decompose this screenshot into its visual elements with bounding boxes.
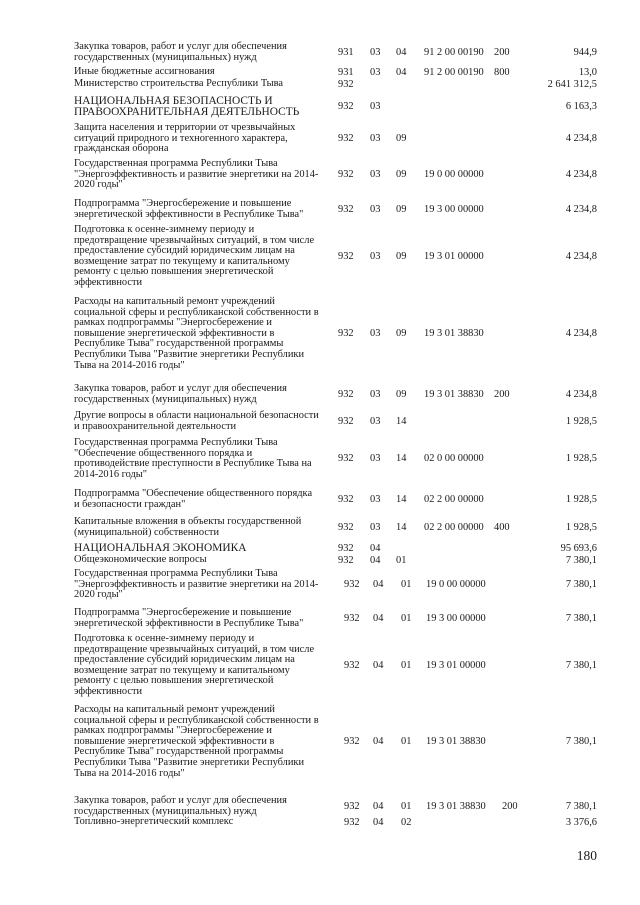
code-min: 932 [338, 494, 354, 505]
code-pr: 04 [396, 67, 407, 78]
row-name: Государственная программа Республики Тыва "Обеспечение общественного порядка и противодействие преступности в Республике Тыва на 2014-2016 годы" [74, 437, 312, 480]
code-min: 932 [338, 328, 354, 339]
row-amount: 7 380,1 [565, 660, 597, 671]
row-name: Расходы на капитальный ремонт учреждений социальной сферы и республиканской собственности в рамках подпрограммы "Энергосбережение и повышение энергетической эффективности в Республике Тыва" государственной программы Республики Тыва "Развитие энергетики Республики Тыва на 2014-2016 годы" [74, 704, 319, 779]
code-rz: 03 [370, 328, 381, 339]
code-rz: 03 [370, 494, 381, 505]
page-number: 180 [576, 848, 597, 863]
code-csr: 19 3 00 00000 [426, 613, 486, 624]
code-pr: 14 [396, 522, 407, 533]
code-rz: 04 [373, 801, 384, 812]
row-amount: 7 380,1 [565, 801, 597, 812]
row-amount: 2 641 312,5 [547, 79, 597, 90]
code-csr: 19 3 01 38830 [426, 801, 486, 812]
code-pr: 01 [401, 579, 412, 590]
row-name: Подпрограмма "Энергосбережение и повышение энергетической эффективности в Республике Тыва" [74, 198, 304, 220]
code-pr: 09 [396, 204, 407, 215]
code-rz: 03 [370, 522, 381, 533]
code-min: 931 [338, 47, 354, 58]
code-pr: 09 [396, 251, 407, 262]
code-rz: 03 [370, 389, 381, 400]
row-name: Подготовка к осенне-зимнему периоду и предотвращение чрезвычайных ситуаций, в том числе предоставление субсидий юридическим лицам на возмещение затрат по текущему и капитальному ремонту с целью повышения энергетической эффективности [74, 633, 315, 697]
code-vr: 200 [494, 47, 510, 58]
code-pr: 01 [401, 736, 412, 747]
row-amount: 1 928,5 [565, 416, 597, 427]
code-csr: 19 0 00 00000 [424, 169, 484, 180]
code-rz: 03 [370, 204, 381, 215]
row-name: Топливно-энергетический комплекс [74, 816, 234, 827]
code-min: 932 [338, 133, 354, 144]
code-min: 932 [338, 453, 354, 464]
code-pr: 09 [396, 169, 407, 180]
code-vr: 200 [494, 389, 510, 400]
code-min: 932 [338, 389, 354, 400]
row-amount: 95 693,6 [560, 543, 597, 554]
code-csr: 19 0 00 00000 [426, 579, 486, 590]
code-pr: 09 [396, 133, 407, 144]
code-pr: 04 [396, 47, 407, 58]
row-name: НАЦИОНАЛЬНАЯ ЭКОНОМИКА [74, 542, 247, 554]
code-min: 932 [338, 101, 354, 112]
row-amount: 1 928,5 [565, 453, 597, 464]
row-name: Закупка товаров, работ и услуг для обеспечения государственных (муниципальных) нужд [74, 41, 287, 63]
code-csr: 19 3 01 00000 [426, 660, 486, 671]
code-csr: 91 2 00 00190 [424, 47, 484, 58]
row-name: Государственная программа Республики Тыва "Энергоэффективность и развитие энергетики на 2014- 2020 годы" [74, 568, 319, 601]
code-pr: 01 [396, 555, 407, 566]
code-min: 932 [344, 579, 360, 590]
row-amount: 4 234,8 [565, 389, 597, 400]
row-name: Другие вопросы в области национальной безопасности и правоохранительной деятельности [74, 410, 319, 432]
code-min: 932 [338, 79, 354, 90]
code-min: 932 [344, 613, 360, 624]
code-min: 932 [344, 660, 360, 671]
row-name: Защита населения и территории от чрезвычайных ситуаций природного и техногенного характера, гражданская оборона [74, 122, 296, 155]
code-min: 931 [338, 67, 354, 78]
code-pr: 01 [401, 660, 412, 671]
code-rz: 03 [370, 169, 381, 180]
code-rz: 03 [370, 133, 381, 144]
row-amount: 4 234,8 [565, 251, 597, 262]
code-csr: 19 3 01 38830 [424, 328, 484, 339]
code-rz: 04 [370, 543, 381, 554]
code-min: 932 [344, 817, 360, 828]
code-vr: 800 [494, 67, 510, 78]
code-rz: 03 [370, 47, 381, 58]
code-rz: 03 [370, 416, 381, 427]
code-rz: 04 [373, 736, 384, 747]
row-name: Государственная программа Республики Тыва "Энергоэффективность и развитие энергетики на 2014- 2020 годы" [74, 158, 319, 191]
code-rz: 04 [373, 660, 384, 671]
row-name: НАЦИОНАЛЬНАЯ БЕЗОПАСНОСТЬ И ПРАВООХРАНИТЕЛЬНАЯ ДЕЯТЕЛЬНОСТЬ [74, 95, 300, 118]
row-amount: 7 380,1 [565, 579, 597, 590]
code-min: 932 [344, 736, 360, 747]
code-csr: 02 0 00 00000 [424, 453, 484, 464]
code-rz: 03 [370, 101, 381, 112]
code-rz: 04 [370, 555, 381, 566]
row-name: Иные бюджетные ассигнования [74, 66, 215, 77]
row-name: Подпрограмма "Энергосбережение и повышение энергетической эффективности в Республике Тыва" [74, 607, 304, 629]
code-csr: 02 2 00 00000 [424, 522, 484, 533]
row-amount: 13,0 [578, 67, 597, 78]
code-min: 932 [338, 251, 354, 262]
code-csr: 02 2 00 00000 [424, 494, 484, 505]
code-min: 932 [338, 522, 354, 533]
code-pr: 09 [396, 389, 407, 400]
code-min: 932 [338, 555, 354, 566]
code-pr: 14 [396, 416, 407, 427]
row-amount: 1 928,5 [565, 494, 597, 505]
code-min: 932 [338, 416, 354, 427]
row-name: Министерство строительства Республики Тыва [74, 78, 284, 89]
code-min: 932 [338, 543, 354, 554]
row-name: Расходы на капитальный ремонт учреждений социальной сферы и республиканской собственности в рамках подпрограммы "Энергосбережение и повышение энергетической эффективности в Республике Тыва" государственной программы Республики Тыва "Развитие энергетики Республики Тыва на 2014-2016 годы" [74, 296, 319, 371]
code-min: 932 [344, 801, 360, 812]
code-min: 932 [338, 204, 354, 215]
code-pr: 01 [401, 613, 412, 624]
code-csr: 91 2 00 00190 [424, 67, 484, 78]
code-vr: 400 [494, 522, 510, 533]
row-name: Подготовка к осенне-зимнему периоду и предотвращение чрезвычайных ситуаций, в том числе предоставление субсидий юридическим лицам на возмещение затрат по текущему и капитальному ремонту с целью повышения энергетической эффективности [74, 224, 315, 288]
code-rz: 04 [373, 579, 384, 590]
code-pr: 14 [396, 453, 407, 464]
row-name: Капитальные вложения в объекты государственной (муниципальной) собственности [74, 516, 302, 538]
code-rz: 04 [373, 613, 384, 624]
code-rz: 03 [370, 453, 381, 464]
row-amount: 7 380,1 [565, 613, 597, 624]
code-rz: 03 [370, 251, 381, 262]
row-amount: 4 234,8 [565, 169, 597, 180]
row-name: Подпрограмма "Обеспечение общественного порядка и безопасности граждан" [74, 488, 313, 510]
row-amount: 1 928,5 [565, 522, 597, 533]
code-csr: 19 3 00 00000 [424, 204, 484, 215]
code-rz: 03 [370, 67, 381, 78]
code-min: 932 [338, 169, 354, 180]
row-amount: 7 380,1 [565, 736, 597, 747]
code-csr: 19 3 01 00000 [424, 251, 484, 262]
row-name: Закупка товаров, работ и услуг для обеспечения государственных (муниципальных) нужд [74, 383, 287, 405]
row-amount: 3 376,6 [565, 817, 597, 828]
row-amount: 4 234,8 [565, 328, 597, 339]
code-csr: 19 3 01 38830 [424, 389, 484, 400]
code-pr: 02 [401, 817, 412, 828]
row-amount: 4 234,8 [565, 204, 597, 215]
row-name: Общеэкономические вопросы [74, 554, 207, 565]
row-amount: 7 380,1 [565, 555, 597, 566]
row-amount: 944,9 [573, 47, 597, 58]
row-name: Закупка товаров, работ и услуг для обеспечения государственных (муниципальных) нужд [74, 795, 287, 817]
row-amount: 6 163,3 [565, 101, 597, 112]
code-rz: 04 [373, 817, 384, 828]
code-pr: 14 [396, 494, 407, 505]
code-vr: 200 [502, 801, 518, 812]
code-pr: 09 [396, 328, 407, 339]
code-pr: 01 [401, 801, 412, 812]
code-csr: 19 3 01 38830 [426, 736, 486, 747]
row-amount: 4 234,8 [565, 133, 597, 144]
